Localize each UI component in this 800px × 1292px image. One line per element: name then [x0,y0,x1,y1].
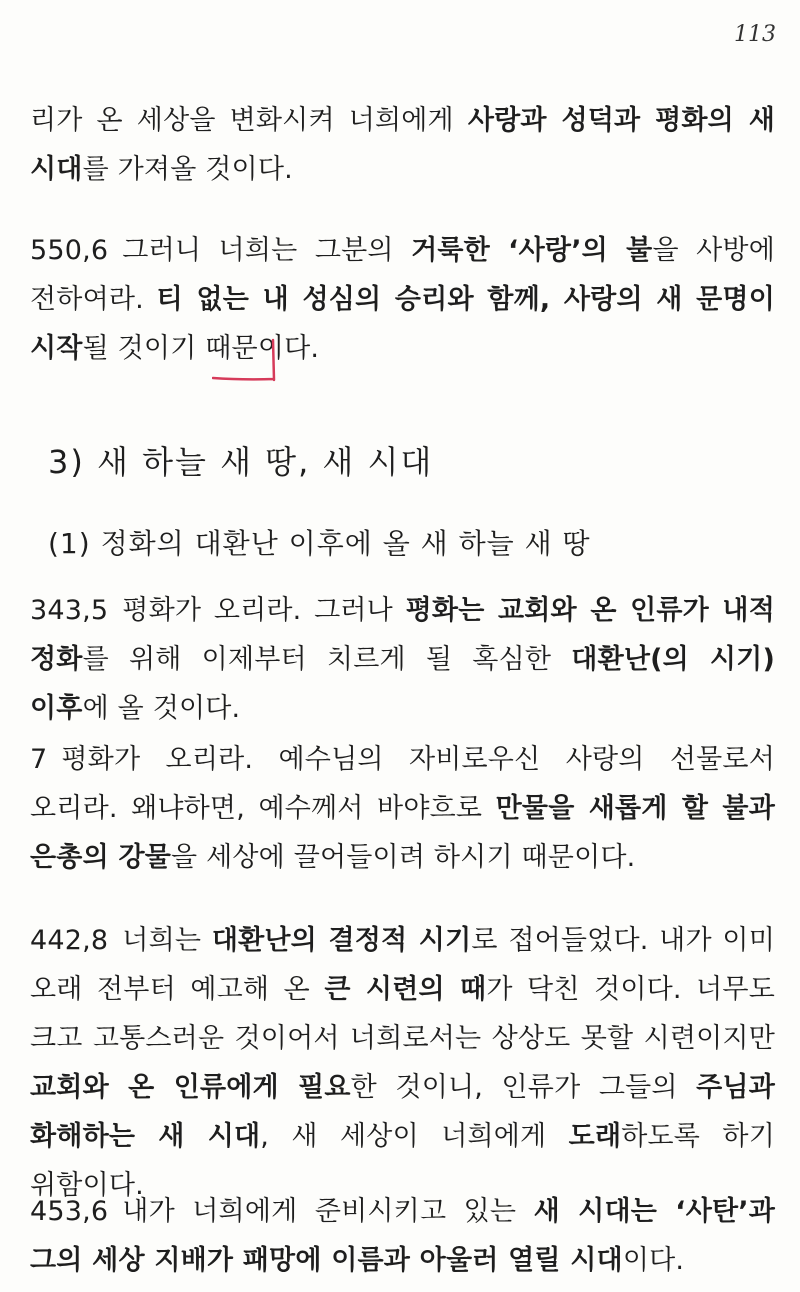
p5-bold-h: 주님과 화해하는 새 시대 [30,1072,775,1152]
p2-bold-d: 티 없는 내 성심의 승리와 함께, 사랑의 새 문명이 시작 [30,284,775,364]
p5-bold-d: 큰 시련의 때 [324,974,487,1005]
p6-text-a: 내가 너희에게 준비시키고 있는 [122,1196,534,1227]
p3-text-a: 평화가 오리라. 그러나 [122,595,406,626]
reference-number: 550,6 [30,235,109,266]
p2-text-a: 그러니 너희는 그분의 [122,235,412,266]
p4-bold-b: 만물을 새롭게 할 불과 은총의 강물 [30,793,775,873]
p6-bold-b: 새 시대는 ‘사탄’과 그의 세상 지배가 패망에 이름과 아울러 열릴 시대 [30,1196,775,1276]
reference-number: 453,6 [30,1196,109,1227]
reference-number: 442,8 [30,925,109,956]
p3-text-e: 에 올 것이다. [82,693,241,724]
subsection-heading: (1) 정화의 대환난 이후에 올 새 하늘 새 땅 [48,527,591,560]
paragraph-343-5 [30,586,775,733]
p6-text-c: 이다. [622,1245,685,1276]
p2-text-c: 을 사방에 전하여라. [30,235,775,315]
p5-text-e: 가 닥친 것이다. 너무도 크고 고통스러운 것이어서 너희로서는 상상도 못할 시련이지만 [30,974,775,1054]
p5-text-c: 로 접어들었다. 내가 이미 오래 전부터 예고해 온 [30,925,775,1005]
page-number: 113 [734,22,776,47]
p4-text-a: 평화가 오리라. 예수님의 자비로우신 사랑의 선물로서 오리라. 왜냐하면, 예수께서 바야흐로 [30,744,775,824]
paragraph-442-8 [30,916,775,1210]
p3-bold-d: 대환난(의 시기) 이후 [30,644,775,724]
p5-bold-b: 대환난의 결정적 시기 [211,925,472,956]
p2-bold-b: 거룩한 ‘사랑’의 불 [411,235,653,266]
p5-text-a: 너희는 [122,925,212,956]
p5-text-k: 하도록 하기 위함이다. [30,1121,775,1201]
p1-text-a: 리가 온 세상을 변화시켜 너희에게 [30,105,468,136]
p5-bold-f: 교회와 온 인류에게 필요 [30,1072,351,1103]
p1-text-c: 를 가져올 것이다. [82,154,293,185]
p5-text-i: , 새 세상이 너희에게 [260,1121,569,1152]
p3-text-c: 를 위해 이제부터 치르게 될 혹심한 [82,644,572,675]
p2-text-e: 될 것이기 때문이다. [82,333,320,364]
section-heading: 3) 새 하늘 새 땅, 새 시대 [48,443,434,481]
p5-bold-j: 도래 [568,1121,622,1152]
paragraph-453-6 [30,1187,775,1285]
p1-bold-b: 사랑과 성덕과 평화의 새 시대 [30,105,775,185]
reference-number: 343,5 [30,595,109,626]
p4-text-c: 을 세상에 끌어들이려 하시기 때문이다. [171,842,636,873]
p3-bold-b: 평화는 교회와 온 인류가 내적 정화 [30,595,775,675]
red-pen-mark [212,336,282,386]
paragraph-1 [30,96,775,194]
reference-number: 7 [30,744,48,775]
paragraph-550-6 [30,226,775,373]
paragraph-7 [30,735,775,882]
p5-text-g: 한 것이니, 인류가 그들의 [350,1072,697,1103]
